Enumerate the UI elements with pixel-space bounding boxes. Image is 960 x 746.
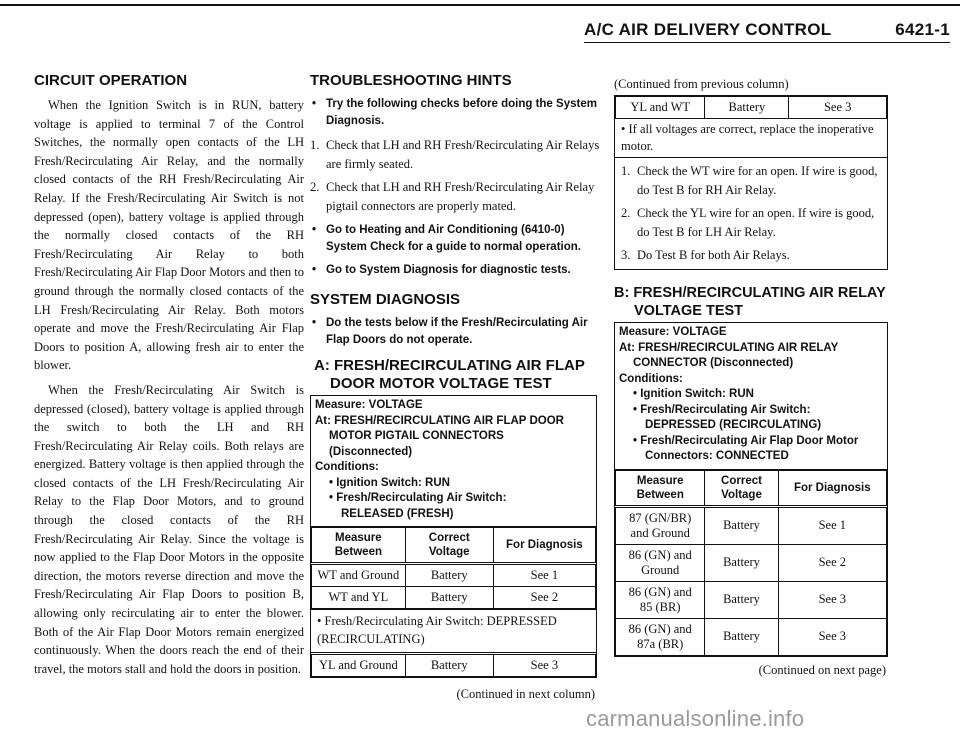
troubleshooting-bullet: • Go to System Diagnosis for diagnostic tests. bbox=[310, 262, 600, 279]
section-title: A/C AIR DELIVERY CONTROL bbox=[584, 20, 832, 39]
col-correct-voltage: Correct Voltage bbox=[705, 470, 778, 506]
troubleshooting-bullet: • Go to Heating and Air Conditioning (6410-0) System Check for a guide to normal operation. bbox=[310, 222, 600, 256]
test-a-table bbox=[310, 395, 597, 678]
test-b-heading: B: FRESH/RECIRCULATING AIR RELAY VOLTAGE TEST bbox=[614, 285, 886, 319]
circuit-operation-paragraph: When the Ignition Switch is in RUN, battery voltage is applied to terminal 7 of the Control Switches, the normally open contacts of the LH Fresh/Recirculating Air Relay, and the normally closed contacts of the RH Fresh/Recirculating Air Relay. If the Fresh/Recirculating Air Switch is not depressed (open), battery voltage is applied through the normally closed contacts of the RH Fresh/Recirculating Air Relay to both Fresh/Recirculating Air Flap Door Motors and then to ground through the normally closed contacts of the LH Fresh/Recirculating Air Relay. Both motors operate and move the Fresh/Recirculating Air Flap Doors to position A, allowing fresh air to enter the blower. bbox=[34, 98, 304, 373]
continued-next-column: (Continued in next column) bbox=[456, 687, 595, 701]
table-row: WT and YL Battery See 2 bbox=[312, 587, 596, 609]
table-row: 86 (GN) and 87a (BR) Battery See 3 bbox=[616, 618, 887, 655]
test-b-table bbox=[614, 322, 888, 657]
table-header-row bbox=[616, 470, 887, 506]
system-diagnosis-bullet: • Do the tests below if the Fresh/Recirculating Air Flap Doors do not operate. bbox=[310, 315, 600, 349]
continued-steps bbox=[615, 160, 887, 265]
troubleshooting-lead-bullet: • Try the following checks before doing the System Diagnosis. bbox=[310, 96, 600, 130]
table-header-row bbox=[312, 528, 596, 564]
troubleshooting-heading: TROUBLESHOOTING HINTS bbox=[310, 72, 512, 89]
troubleshooting-bullets bbox=[310, 222, 600, 279]
test-b-conditions: Measure: VOLTAGE At: FRESH/RECIRCULATING AIR RELAY CONNECTOR (Disconnected) Conditions: • Ignition Switch: RUN • Fresh/Recirculating Air Switch: DEPRESSED (RECIRCULATING) • Fresh/Recirculating Air Flap Door Motor Connectors: CONNECTED bbox=[615, 323, 887, 470]
continued-step: 1. Check the WT wire for an open. If wire is good, do Test B for RH Air Relay. bbox=[621, 164, 878, 197]
top-rule bbox=[0, 4, 960, 6]
table-row: YL and WT Battery See 3 bbox=[616, 97, 887, 119]
table-row: WT and Ground Battery See 1 bbox=[312, 564, 596, 587]
troubleshooting-steps bbox=[310, 136, 600, 216]
table-row: YL and Ground Battery See 3 bbox=[312, 654, 596, 677]
continued-next-page: (Continued on next page) bbox=[758, 662, 886, 677]
continued-from-previous: (Continued from previous column) bbox=[614, 77, 789, 91]
table-row: 86 (GN) and 85 (BR) Battery See 3 bbox=[616, 581, 887, 618]
table-row: 87 (GN/BR) and Ground Battery See 1 bbox=[616, 506, 887, 544]
continued-table bbox=[614, 95, 888, 270]
col-measure-between: Measure Between bbox=[312, 528, 406, 564]
header-rule bbox=[584, 42, 950, 43]
circuit-operation-column bbox=[34, 72, 304, 678]
continued-column bbox=[614, 76, 894, 678]
table-row: 86 (GN) and Ground Battery See 2 bbox=[616, 544, 887, 581]
troubleshooting-step: 1. Check that LH and RH Fresh/Recirculating Air Relays are firmly seated. bbox=[310, 138, 600, 171]
troubleshooting-step: 2. Check that LH and RH Fresh/Recirculating Air Relay pigtail connectors are properly mated. bbox=[310, 180, 595, 213]
test-a-measure-table-continued bbox=[311, 652, 596, 677]
page-number: 6421-1 bbox=[895, 20, 950, 39]
test-a-switch-note: • Fresh/Recirculating Air Switch: DEPRESSED (RECIRCULATING) bbox=[311, 609, 596, 652]
continued-step: 3. Do Test B for both Air Relays. bbox=[621, 248, 790, 262]
col-for-diagnosis: For Diagnosis bbox=[778, 470, 886, 506]
test-a-conditions: Measure: VOLTAGE At: FRESH/RECIRCULATING AIR FLAP DOOR MOTOR PIGTAIL CONNECTORS (Disconnected) Conditions: • Ignition Switch: RUN • Fresh/Recirculating Air Switch: RELEASED (FRESH) bbox=[311, 396, 596, 527]
test-a-measure-table bbox=[311, 527, 596, 609]
page-header bbox=[584, 20, 950, 40]
circuit-operation-heading: CIRCUIT OPERATION bbox=[34, 72, 188, 89]
test-a-heading: A: FRESH/RECIRCULATING AIR FLAP DOOR MOTOR VOLTAGE TEST bbox=[314, 357, 585, 392]
watermark: carmanualsonline.info bbox=[586, 706, 805, 731]
troubleshooting-column bbox=[310, 72, 600, 702]
col-correct-voltage: Correct Voltage bbox=[405, 528, 493, 564]
continued-measure-table bbox=[615, 96, 887, 119]
system-diagnosis-list bbox=[310, 315, 600, 349]
system-diagnosis-heading: SYSTEM DIAGNOSIS bbox=[310, 291, 461, 308]
col-measure-between: Measure Between bbox=[616, 470, 705, 506]
test-b-measure-table bbox=[615, 470, 887, 656]
troubleshooting-lead-list bbox=[310, 96, 600, 130]
replace-motor-note: • If all voltages are correct, replace the inoperative motor. bbox=[615, 119, 887, 158]
circuit-operation-paragraph: When the Fresh/Recirculating Air Switch is depressed (closed), battery voltage is applied through the switch to both the LH and RH Fresh/Recirculating Air Relay coils. Both relays are energized. Battery voltage is then applied through the closed contacts of the LH Fresh/Recirculating Air Relay to the Flap Door Motors, and to ground through the closed contacts of the RH Fresh/Recirculating Air Relay. Since the voltage is now applied to the Flap Door Motors in the opposite direction, the motors reverse direction and move the Fresh/Recirculating Air Flap Doors to position B, allowing only recirculating air to enter the blower. Both of the Air Flap Door Motors remain energized continuously. When the doors reach the end of their travel, the motors stall and hold the doors in position. bbox=[34, 382, 304, 676]
continued-step: 2. Check the YL wire for an open. If wire is good, do Test B for LH Air Relay. bbox=[621, 206, 875, 239]
col-for-diagnosis: For Diagnosis bbox=[493, 528, 595, 564]
